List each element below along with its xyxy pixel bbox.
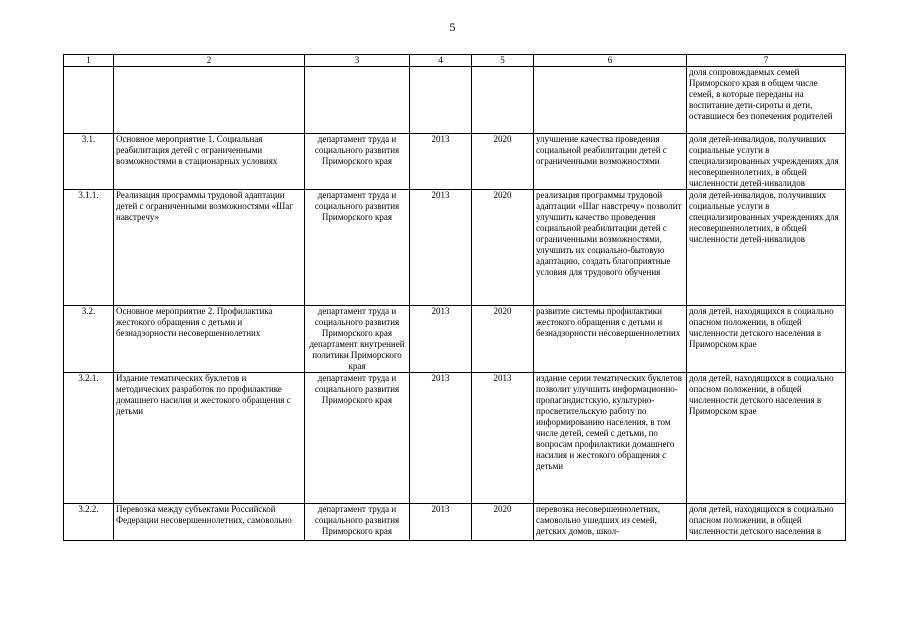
end-year: 2013	[472, 373, 534, 504]
table-row	[64, 134, 846, 190]
expected-result	[534, 67, 687, 134]
item-number: 3.2.	[64, 306, 114, 373]
responsible-executor: департамент труда и социального развития Приморского края	[305, 373, 410, 504]
table-row	[64, 306, 846, 373]
target-indicator: доля детей, находящихся в социально опасном положении, в общей численности детского населения в Приморском крае	[687, 373, 846, 504]
table-row	[64, 67, 846, 134]
end-year: 2020	[472, 190, 534, 306]
expected-result: развитие системы профилактики жестокого обращения с детьми и безнадзорности несовершеннолетних	[534, 306, 687, 373]
measure-name: Основное мероприятие 2. Профилактика жестокого обращения с детьми и безнадзорности несовершеннолетних	[114, 306, 305, 373]
measure-name: Основное мероприятие 1. Социальная реабилитация детей с ограниченными возможностями в стационарных условиях	[114, 134, 305, 190]
table-header-row	[64, 55, 846, 67]
column-header: 2	[114, 55, 305, 67]
table-row	[64, 373, 846, 504]
expected-result: улучшение качества проведения социальной реабилитации детей с ограниченными возможностями	[534, 134, 687, 190]
column-header: 5	[472, 55, 534, 67]
end-year: 2020	[472, 306, 534, 373]
measure-name	[114, 67, 305, 134]
end-year: 2020	[472, 504, 534, 541]
start-year: 2013	[410, 306, 472, 373]
start-year: 2013	[410, 134, 472, 190]
measure-name: Издание тематических буклетов и методических разработок по профилактике домашнего насилия и жестокого обращения с детьми	[114, 373, 305, 504]
measure-name: Реализация программы трудовой адаптации детей с ограниченными возможностями «Шаг навстречу»	[114, 190, 305, 306]
responsible-executor: департамент труда и социального развития Приморского края департамент внутренней политики Приморского края	[305, 306, 410, 373]
target-indicator: доля сопровождаемых семей Приморского края в общем числе семей, в которые переданы на воспитание дети-сироты и дети, оставшиеся без попечения родителей	[687, 67, 846, 134]
program-measures-table	[63, 54, 846, 541]
start-year: 2013	[410, 190, 472, 306]
item-number: 3.2.2.	[64, 504, 114, 541]
target-indicator: доля детей, находящихся в социально опасном положении, в общей численности детского населения в Приморском крае	[687, 306, 846, 373]
column-header: 4	[410, 55, 472, 67]
target-indicator: доля детей-инвалидов, получивших социальные услуги в специализированных учреждениях для несовершеннолетних, в общей численности детей-инвалидов	[687, 134, 846, 190]
expected-result: издание серии тематических буклетов позволит улучшить информационно-пропагандистскую, культурно-просветительскую работу по информированию населения, в том числе детей, семей с детьми, по вопросам профилактики домашнего насилия и жестокого обращения с детьми	[534, 373, 687, 504]
expected-result: реализация программы трудовой адаптации «Шаг навстречу» позволит улучшить качество проведения социальной реабилитации детей с ограниченными возможностями, улучшить их социально-бытовую адаптацию, создать благоприятные условия для трудового обучения	[534, 190, 687, 306]
item-number: 3.2.1.	[64, 373, 114, 504]
target-indicator: доля детей, находящихся в социально опасном положении, в общей численности детского населения в	[687, 504, 846, 541]
item-number	[64, 67, 114, 134]
responsible-executor: департамент труда и социального развития Приморского края	[305, 134, 410, 190]
measure-name: Перевозка между субъектами Российской Федерации несовершеннолетних, самовольно	[114, 504, 305, 541]
responsible-executor: департамент труда и социального развития Приморского края	[305, 190, 410, 306]
end-year: 2020	[472, 134, 534, 190]
expected-result: перевозка несовершеннолетних, самовольно ушедших из семей, детских домов, школ-	[534, 504, 687, 541]
column-header: 1	[64, 55, 114, 67]
column-header: 7	[687, 55, 846, 67]
end-year	[472, 67, 534, 134]
responsible-executor: департамент труда и социального развития Приморского края	[305, 504, 410, 541]
responsible-executor	[305, 67, 410, 134]
target-indicator: доля детей-инвалидов, получивших социальные услуги в специализированных учреждениях для несовершеннолетних, в общей численности детей-инвалидов	[687, 190, 846, 306]
item-number: 3.1.1.	[64, 190, 114, 306]
start-year: 2013	[410, 373, 472, 504]
page-number: 5	[449, 20, 456, 34]
item-number: 3.1.	[64, 134, 114, 190]
table-row	[64, 504, 846, 541]
table-row	[64, 190, 846, 306]
start-year	[410, 67, 472, 134]
column-header: 3	[305, 55, 410, 67]
start-year: 2013	[410, 504, 472, 541]
column-header: 6	[534, 55, 687, 67]
